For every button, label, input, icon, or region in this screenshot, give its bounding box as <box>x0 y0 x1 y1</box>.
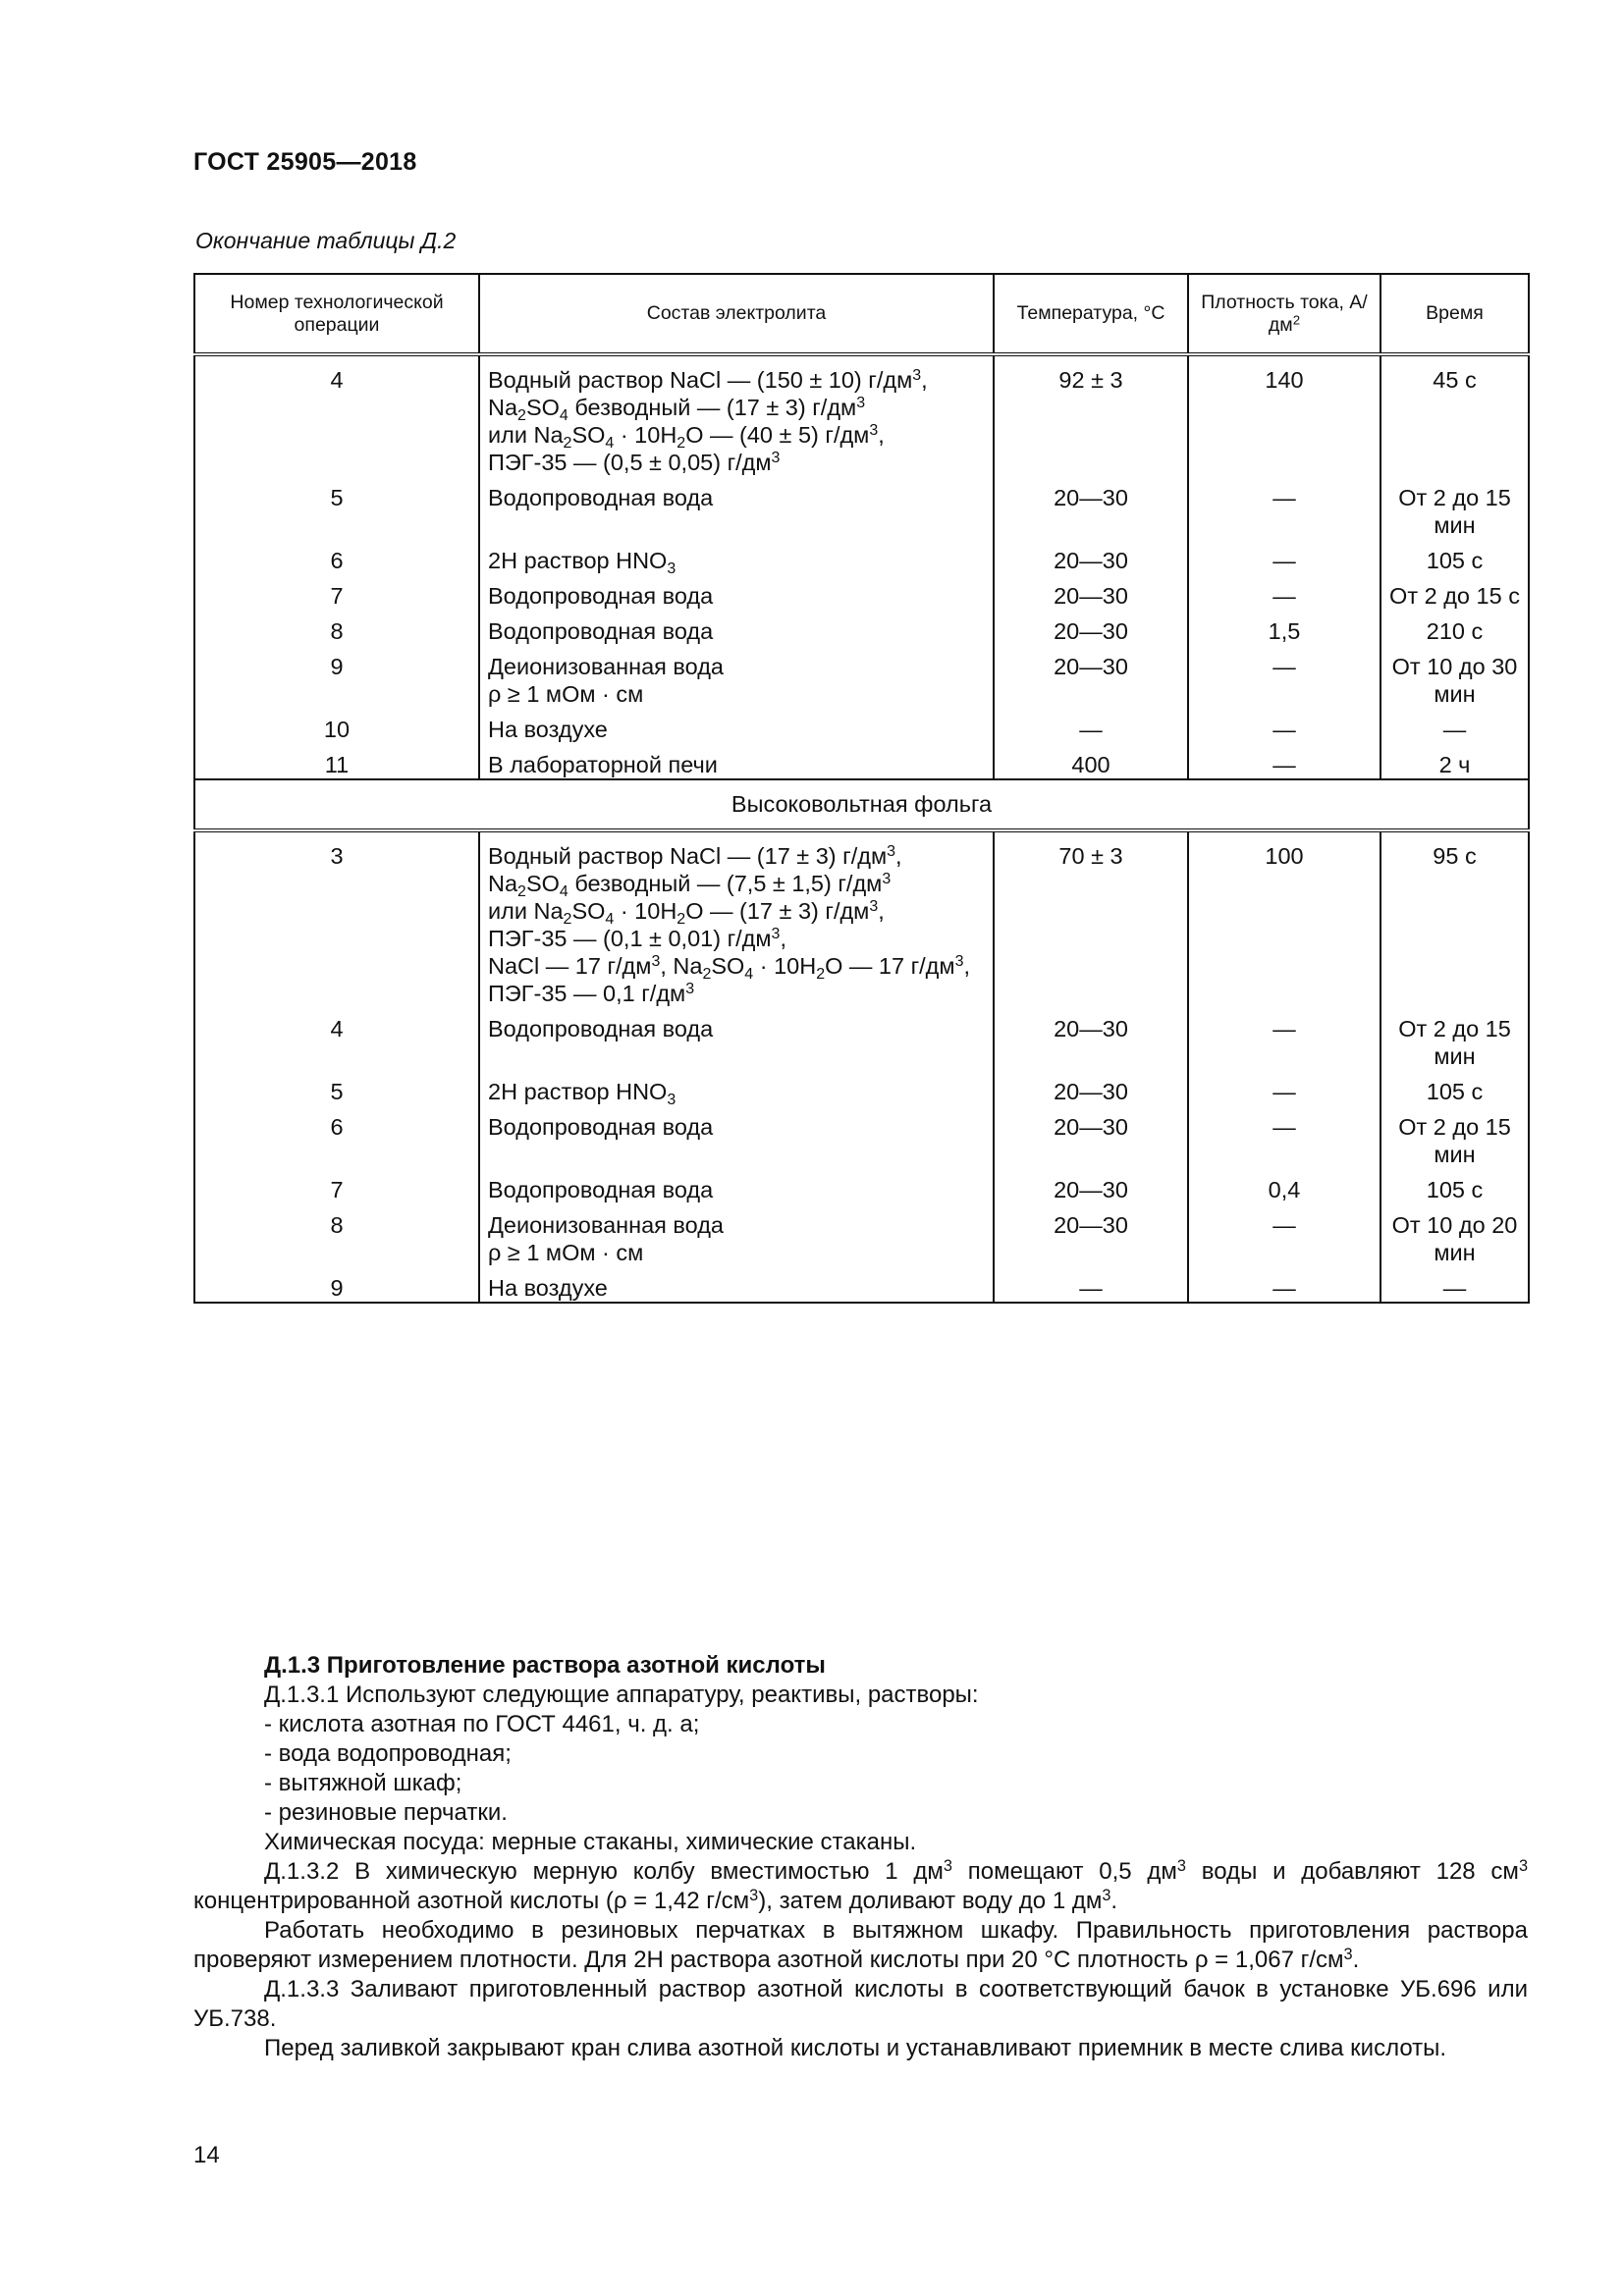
current-density-cell: — <box>1188 1105 1380 1168</box>
time-cell: От 2 до 15 мин <box>1380 1105 1529 1168</box>
temperature-cell: — <box>994 708 1188 743</box>
temperature-cell: 400 <box>994 743 1188 779</box>
paragraph-preparation: Д.1.3.2 В химическую мерную колбу вместимостью 1 $дм^3$ помещают 0,5 $дм^3$ воды и добавляют 128 $см^3$ концентрированной азотной кислоты (ρ = 1,42 $г/см^3$), затем доливают воду до 1 $дм^3$. <box>193 1856 1529 1914</box>
operation-number: 5 <box>194 476 479 539</box>
time-cell: От 2 до 15 с <box>1380 574 1529 610</box>
time-cell: От 10 до 30 мин <box>1380 645 1529 708</box>
procedure-section <box>193 1651 1528 2063</box>
time-cell: 105 с <box>1380 1070 1529 1105</box>
col-header-density <box>1188 274 1380 354</box>
paragraph-glassware: Химическая посуда: мерные стаканы, химические стаканы. <box>264 1829 917 1855</box>
paragraph-filling: Д.1.3.3 Заливают приготовленный раствор азотной кислоты в соответствующий бачок в установке УБ.696 или УБ.738. <box>193 1976 1528 2032</box>
operation-number: 6 <box>194 1105 479 1168</box>
current-density-cell: — <box>1188 574 1380 610</box>
table-row <box>194 539 1529 574</box>
paragraph-safety: Работать необходимо в резиновых перчатках в вытяжном шкафу. Правильность приготовления раствора проверяют измерением плотности. Для 2Н раствора азотной кислоты при 20 °С плотность ρ = 1,067 $г/см^3$. <box>193 1917 1528 1973</box>
time-cell: 95 с <box>1380 830 1529 1007</box>
table-row <box>194 743 1529 779</box>
composition-cell: На воздухе <box>479 1266 994 1303</box>
operation-number: 6 <box>194 539 479 574</box>
list-item: - вытяжной шкаф; <box>264 1770 462 1796</box>
composition-cell: Водопроводная вода <box>479 1168 994 1203</box>
time-cell: От 10 до 20 мин <box>1380 1203 1529 1266</box>
temperature-cell: 20—30 <box>994 645 1188 708</box>
time-cell: От 2 до 15 мин <box>1380 476 1529 539</box>
safety-text: Работать необходимо в резиновых перчатках в вытяжном шкафу. Правильность приготовления раствора проверяют измерением плотности. Для 2Н раствора азотной кислоты при 20 °С плотность ρ = 1,067 г/см <box>193 1917 1528 1973</box>
table-row <box>194 1105 1529 1168</box>
operation-number: 7 <box>194 574 479 610</box>
current-density-cell: — <box>1188 539 1380 574</box>
list-item: - резиновые перчатки. <box>264 1799 508 1826</box>
temperature-cell: 20—30 <box>994 476 1188 539</box>
composition-cell: Водопроводная вода <box>479 1007 994 1070</box>
current-density-cell: 100 <box>1188 830 1380 1007</box>
operation-number: 8 <box>194 1203 479 1266</box>
temperature-cell: 20—30 <box>994 574 1188 610</box>
time-cell: 45 с <box>1380 354 1529 476</box>
operation-number: 4 <box>194 1007 479 1070</box>
current-density-cell: — <box>1188 1266 1380 1303</box>
paragraph-apparatus: Д.1.3.1 Используют следующие аппаратуру, реактивы, растворы: <box>264 1682 979 1708</box>
density-header-exponent: 2 <box>1292 311 1301 327</box>
composition-cell <box>479 645 994 708</box>
col-header-time: Время <box>1380 274 1529 354</box>
table-row <box>194 708 1529 743</box>
document-id: ГОСТ 25905—2018 <box>193 148 417 176</box>
table-header-row <box>194 274 1529 354</box>
col-header-number: Номер технологической операции <box>194 274 479 354</box>
time-cell: 105 с <box>1380 1168 1529 1203</box>
composition-cell: Водопроводная вода <box>479 610 994 645</box>
table-row <box>194 1007 1529 1070</box>
current-density-cell: 140 <box>1188 354 1380 476</box>
operation-number: 3 <box>194 830 479 1007</box>
table-body-a <box>194 354 1529 830</box>
col-header-composition: Состав электролита <box>479 274 994 354</box>
resistivity-line: ρ ≥ 1 мОм · см <box>488 1240 644 1265</box>
operation-number: 9 <box>194 645 479 708</box>
operation-number: 4 <box>194 354 479 476</box>
current-density-cell: — <box>1188 1070 1380 1105</box>
list-item: - вода водопроводная; <box>264 1740 512 1767</box>
temperature-cell: 70 ± 3 <box>994 830 1188 1007</box>
temperature-cell: 20—30 <box>994 1203 1188 1266</box>
time-cell: 105 с <box>1380 539 1529 574</box>
composition-line: Деионизованная вода <box>488 1212 724 1238</box>
current-density-cell: 0,4 <box>1188 1168 1380 1203</box>
operation-number: 11 <box>194 743 479 779</box>
current-density-cell: — <box>1188 645 1380 708</box>
current-density-cell: — <box>1188 1203 1380 1266</box>
time-cell: 210 с <box>1380 610 1529 645</box>
resistivity-line: ρ ≥ 1 мОм · см <box>488 681 644 707</box>
table-row <box>194 645 1529 708</box>
temperature-cell: 20—30 <box>994 1070 1188 1105</box>
table-row <box>194 1070 1529 1105</box>
current-density-cell: 1,5 <box>1188 610 1380 645</box>
table-row <box>194 1203 1529 1266</box>
density-header-label: Плотность тока, А/дм <box>1201 291 1368 336</box>
section-row <box>194 779 1529 830</box>
page-number: 14 <box>193 2142 220 2168</box>
composition-cell: Водопроводная вода <box>479 1105 994 1168</box>
temperature-cell: 20—30 <box>994 1168 1188 1203</box>
table-row <box>194 830 1529 1007</box>
section-title: Высоковольтная фольга <box>194 779 1529 830</box>
table-caption: Окончание таблицы Д.2 <box>195 228 457 253</box>
table-row <box>194 610 1529 645</box>
current-density-cell: — <box>1188 1007 1380 1070</box>
composition-cell: Водный раствор NaCl — (150 ± 10) $г/дм^3$, $Na_2SO_4$ безводный — (17 ± 3) $г/дм^3$ или $Na_2SO_4 \cdot 10H_2O$ — (40 ± 5) $г/дм^3$, ПЭГ-35 — (0,5 ± 0,05) $г/дм^3$ <box>479 354 994 476</box>
col-header-temperature: Температура, °C <box>994 274 1188 354</box>
composition-cell: Водный раствор NaCl — (17 ± 3) $г/дм^3$, $Na_2SO_4$ безводный — (7,5 ± 1,5) $г/дм^3$ или $Na_2SO_4 \cdot 10H_2O$ — (17 ± 3) $г/дм^3$, ПЭГ-35 — (0,1 ± 0,01) $г/дм^3$, NaCl — 17 $г/дм^3$, $Na_2SO_4 \cdot 10H_2O$ — 17 $г/дм^3$, ПЭГ-35 — 0,1 $г/дм^3$ <box>479 830 994 1007</box>
composition-cell: 2Н раствор $HNO_3$ <box>479 1070 994 1105</box>
table-row <box>194 1168 1529 1203</box>
current-density-cell: — <box>1188 743 1380 779</box>
time-cell: — <box>1380 1266 1529 1303</box>
time-cell: 2 ч <box>1380 743 1529 779</box>
table-row <box>194 476 1529 539</box>
composition-cell: В лабораторной печи <box>479 743 994 779</box>
current-density-cell: — <box>1188 708 1380 743</box>
operation-number: 9 <box>194 1266 479 1303</box>
composition-cell: На воздухе <box>479 708 994 743</box>
list-item: - кислота азотная по ГОСТ 4461, ч. д. а; <box>264 1711 700 1737</box>
table-body-b <box>194 830 1529 1303</box>
operation-number: 5 <box>194 1070 479 1105</box>
composition-cell: 2Н раствор $HNO_3$ <box>479 539 994 574</box>
composition-cell: Водопроводная вода <box>479 574 994 610</box>
operation-number: 8 <box>194 610 479 645</box>
temperature-cell: 20—30 <box>994 610 1188 645</box>
time-cell: От 2 до 15 мин <box>1380 1007 1529 1070</box>
operation-number: 7 <box>194 1168 479 1203</box>
table-row <box>194 574 1529 610</box>
current-density-cell: — <box>1188 476 1380 539</box>
electrolyte-table <box>193 273 1530 1304</box>
section-heading: Д.1.3 Приготовление раствора азотной кислоты <box>264 1652 826 1679</box>
table-row <box>194 354 1529 476</box>
paragraph-drain: Перед заливкой закрывают кран слива азотной кислоты и устанавливают приемник в месте слива кислоты. <box>264 2035 1447 2061</box>
temperature-cell: 20—30 <box>994 1007 1188 1070</box>
temperature-cell: — <box>994 1266 1188 1303</box>
operation-number: 10 <box>194 708 479 743</box>
temperature-cell: 20—30 <box>994 539 1188 574</box>
temperature-cell: 92 ± 3 <box>994 354 1188 476</box>
composition-line: Деионизованная вода <box>488 654 724 679</box>
time-cell: — <box>1380 708 1529 743</box>
table-row <box>194 1266 1529 1303</box>
composition-cell <box>479 1203 994 1266</box>
temperature-cell: 20—30 <box>994 1105 1188 1168</box>
composition-cell: Водопроводная вода <box>479 476 994 539</box>
